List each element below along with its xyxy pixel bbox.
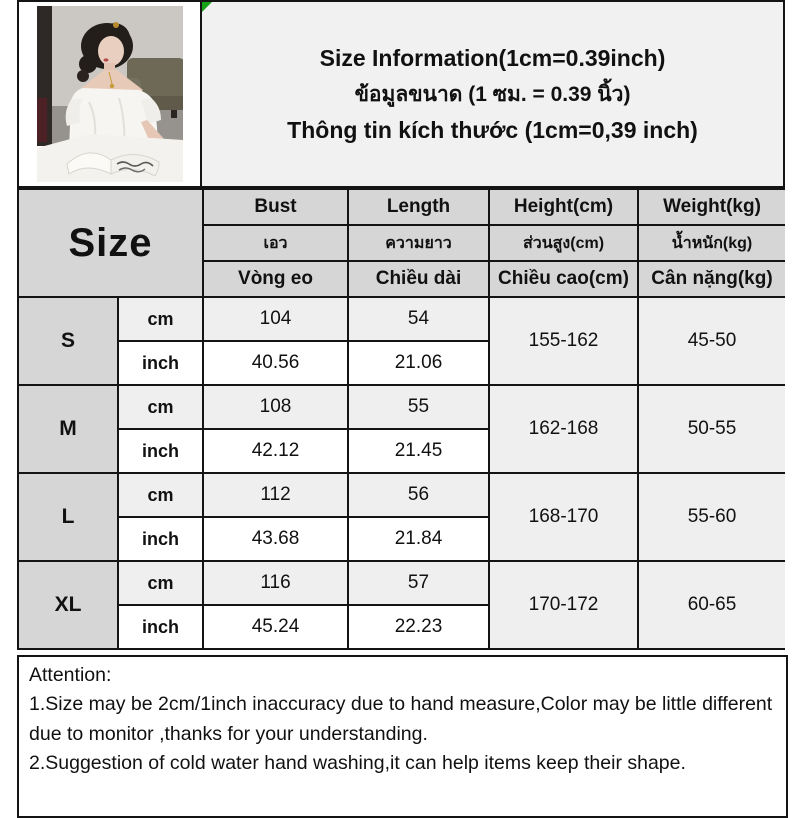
unit-label-inch: inch <box>119 342 202 384</box>
value-s-bust-inch: 40.56 <box>204 342 347 384</box>
value-s-weight: 45-50 <box>639 298 785 384</box>
col-header-weight-vi: Cân nặng(kg) <box>639 262 785 296</box>
attention-line-2: 2.Suggestion of cold water hand washing,it can help items keep their shape. <box>29 751 686 774</box>
unit-label-cm: cm <box>119 298 202 340</box>
unit-label-inch: inch <box>119 518 202 560</box>
size-row-label-m: M <box>19 386 117 472</box>
model-photo <box>17 0 202 188</box>
attention-note <box>17 655 788 818</box>
value-l-length-cm: 56 <box>349 474 488 516</box>
value-l-height: 168-170 <box>490 474 637 560</box>
value-xl-weight: 60-65 <box>639 562 785 648</box>
unit-label-inch: inch <box>119 606 202 648</box>
col-header-bust-en: Bust <box>204 190 347 224</box>
attention-heading: Attention: <box>29 664 112 686</box>
unit-label-cm: cm <box>119 562 202 604</box>
size-row-label-xl: XL <box>19 562 117 648</box>
green-corner-marker <box>202 2 212 12</box>
size-chart-page <box>17 0 785 818</box>
value-s-length-cm: 54 <box>349 298 488 340</box>
title-english: Size Information(1cm=0.39inch) <box>319 44 666 71</box>
unit-label-inch: inch <box>119 430 202 472</box>
col-header-bust-vi: Vòng eo <box>204 262 347 296</box>
value-xl-length-cm: 57 <box>349 562 488 604</box>
value-xl-bust-inch: 45.24 <box>204 606 347 648</box>
value-m-bust-inch: 42.12 <box>204 430 347 472</box>
value-s-length-inch: 21.06 <box>349 342 488 384</box>
attention-line-1: 1.Size may be 2cm/1inch inaccuracy due to hand measure,Color may be little different due to monitor ,thanks for your understanding. <box>29 693 773 745</box>
col-header-height-en: Height(cm) <box>490 190 637 224</box>
value-xl-bust-cm: 116 <box>204 562 347 604</box>
value-xl-height: 170-172 <box>490 562 637 648</box>
size-row-label-l: L <box>19 474 117 560</box>
size-corner-label: Size <box>19 190 202 296</box>
value-l-bust-inch: 43.68 <box>204 518 347 560</box>
size-table <box>17 188 785 650</box>
col-header-height-th: ส่วนสูง(cm) <box>490 226 637 260</box>
value-s-height: 155-162 <box>490 298 637 384</box>
col-header-height-vi: Chiều cao(cm) <box>490 262 637 296</box>
value-l-weight: 55-60 <box>639 474 785 560</box>
value-m-length-cm: 55 <box>349 386 488 428</box>
value-l-bust-cm: 112 <box>204 474 347 516</box>
value-s-bust-cm: 104 <box>204 298 347 340</box>
col-header-length-vi: Chiều dài <box>349 262 488 296</box>
value-m-length-inch: 21.45 <box>349 430 488 472</box>
top-row <box>17 0 785 188</box>
unit-label-cm: cm <box>119 474 202 516</box>
value-l-length-inch: 21.84 <box>349 518 488 560</box>
value-m-height: 162-168 <box>490 386 637 472</box>
value-xl-length-inch: 22.23 <box>349 606 488 648</box>
value-m-weight: 50-55 <box>639 386 785 472</box>
col-header-length-th: ความยาว <box>349 226 488 260</box>
size-row-label-s: S <box>19 298 117 384</box>
col-header-length-en: Length <box>349 190 488 224</box>
size-info-title-block <box>200 0 785 188</box>
value-m-bust-cm: 108 <box>204 386 347 428</box>
model-photo-illustration <box>19 2 200 186</box>
col-header-bust-th: เอว <box>204 226 347 260</box>
col-header-weight-th: น้ำหนัก(kg) <box>639 226 785 260</box>
col-header-weight-en: Weight(kg) <box>639 190 785 224</box>
title-thai: ข้อมูลขนาด (1 ซม. = 0.39 นิ้ว) <box>354 82 631 106</box>
title-vietnamese: Thông tin kích thước (1cm=0,39 inch) <box>287 116 698 143</box>
unit-label-cm: cm <box>119 386 202 428</box>
